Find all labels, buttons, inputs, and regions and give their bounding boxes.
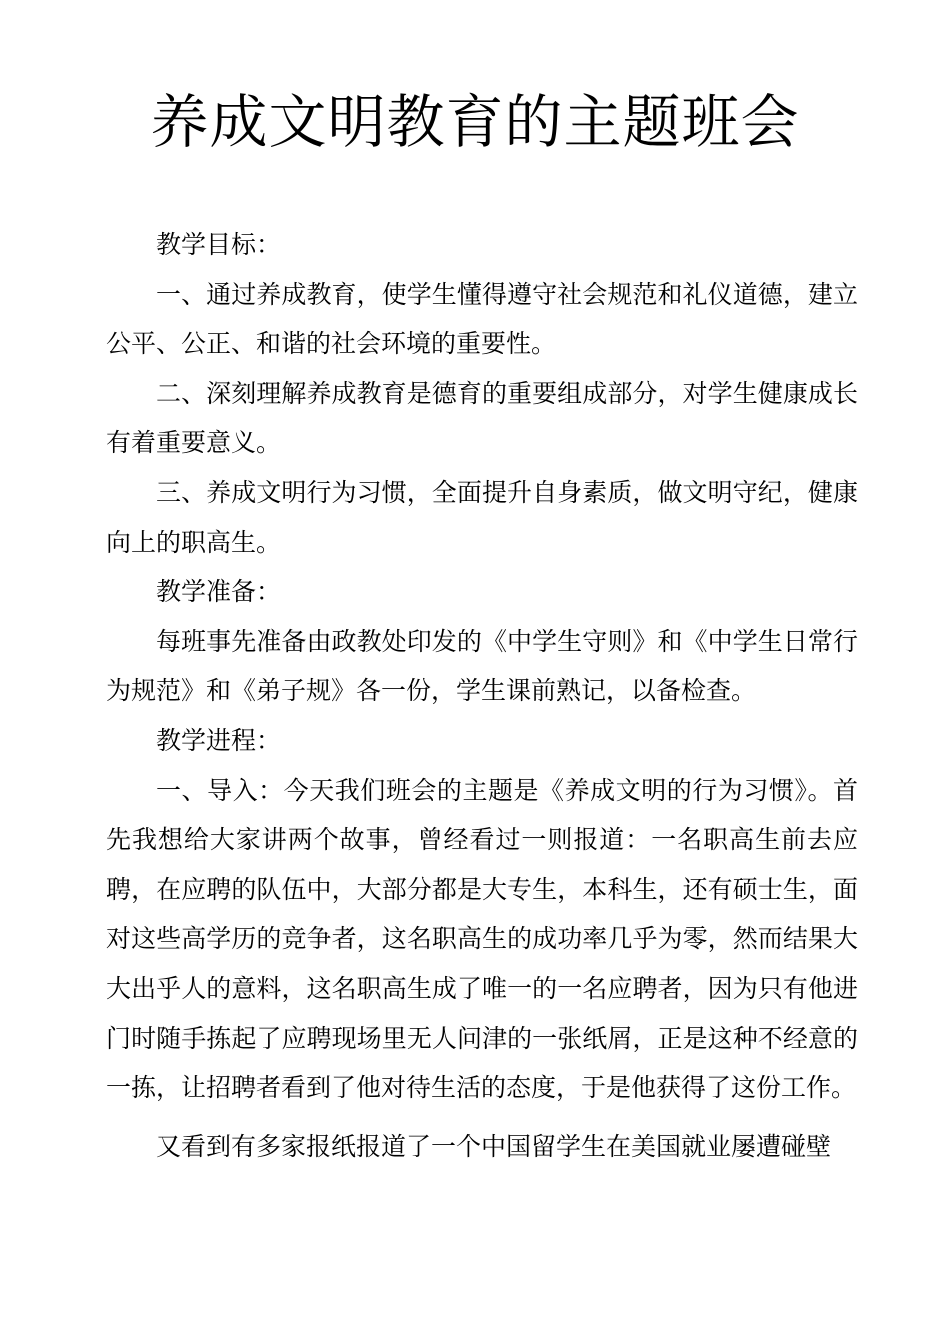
paragraph-objective-2: 二、深刻理解养成教育是德育的重要组成部分，对学生健康成长有着重要意义。 [106, 378, 858, 458]
paragraph-objective-3: 三、养成文明行为习惯，全面提升自身素质，做文明守纪，健康向上的职高生。 [106, 477, 858, 557]
document-body [106, 220, 858, 1171]
paragraph-preparation: 每班事先准备由政教处印发的《中学生守则》和《中学生日常行为规范》和《弟子规》各一份，学生课前熟记，以备检查。 [106, 626, 858, 706]
paragraph-process-heading: 教学进程： [156, 725, 282, 755]
paragraph-preparation-heading: 教学准备： [156, 577, 282, 607]
document-title: 养成文明教育的主题班会 [150, 88, 800, 156]
paragraph-second-story: 又看到有多家报纸报道了一个中国留学生在美国就业屡遭碰壁 [156, 1131, 832, 1161]
paragraph-introduction: 一、导入：今天我们班会的主题是《养成文明的行为习惯》。首先我想给大家讲两个故事，曾经看过一则报道：一名职高生前去应聘，在应聘的队伍中，大部分都是大专生，本科生，还有硕士生，面对这些高学历的竞争者，这名职高生的成功率几乎为零，然而结果大大出乎人的意料，这名职高生成了唯一的一名应聘者，因为只有他进门时随手拣起了应聘现场里无人问津的一张纸屑，正是这种不经意的一拣，让招聘者看到了他对待生活的态度，于是他获得了这份工作。 [106, 775, 858, 1103]
paragraph-objective-1: 一、通过养成教育，使学生懂得遵守社会规范和礼仪道德，建立公平、公正、和谐的社会环境的重要性。 [106, 279, 858, 359]
paragraph-objectives-heading: 教学目标： [156, 230, 282, 259]
